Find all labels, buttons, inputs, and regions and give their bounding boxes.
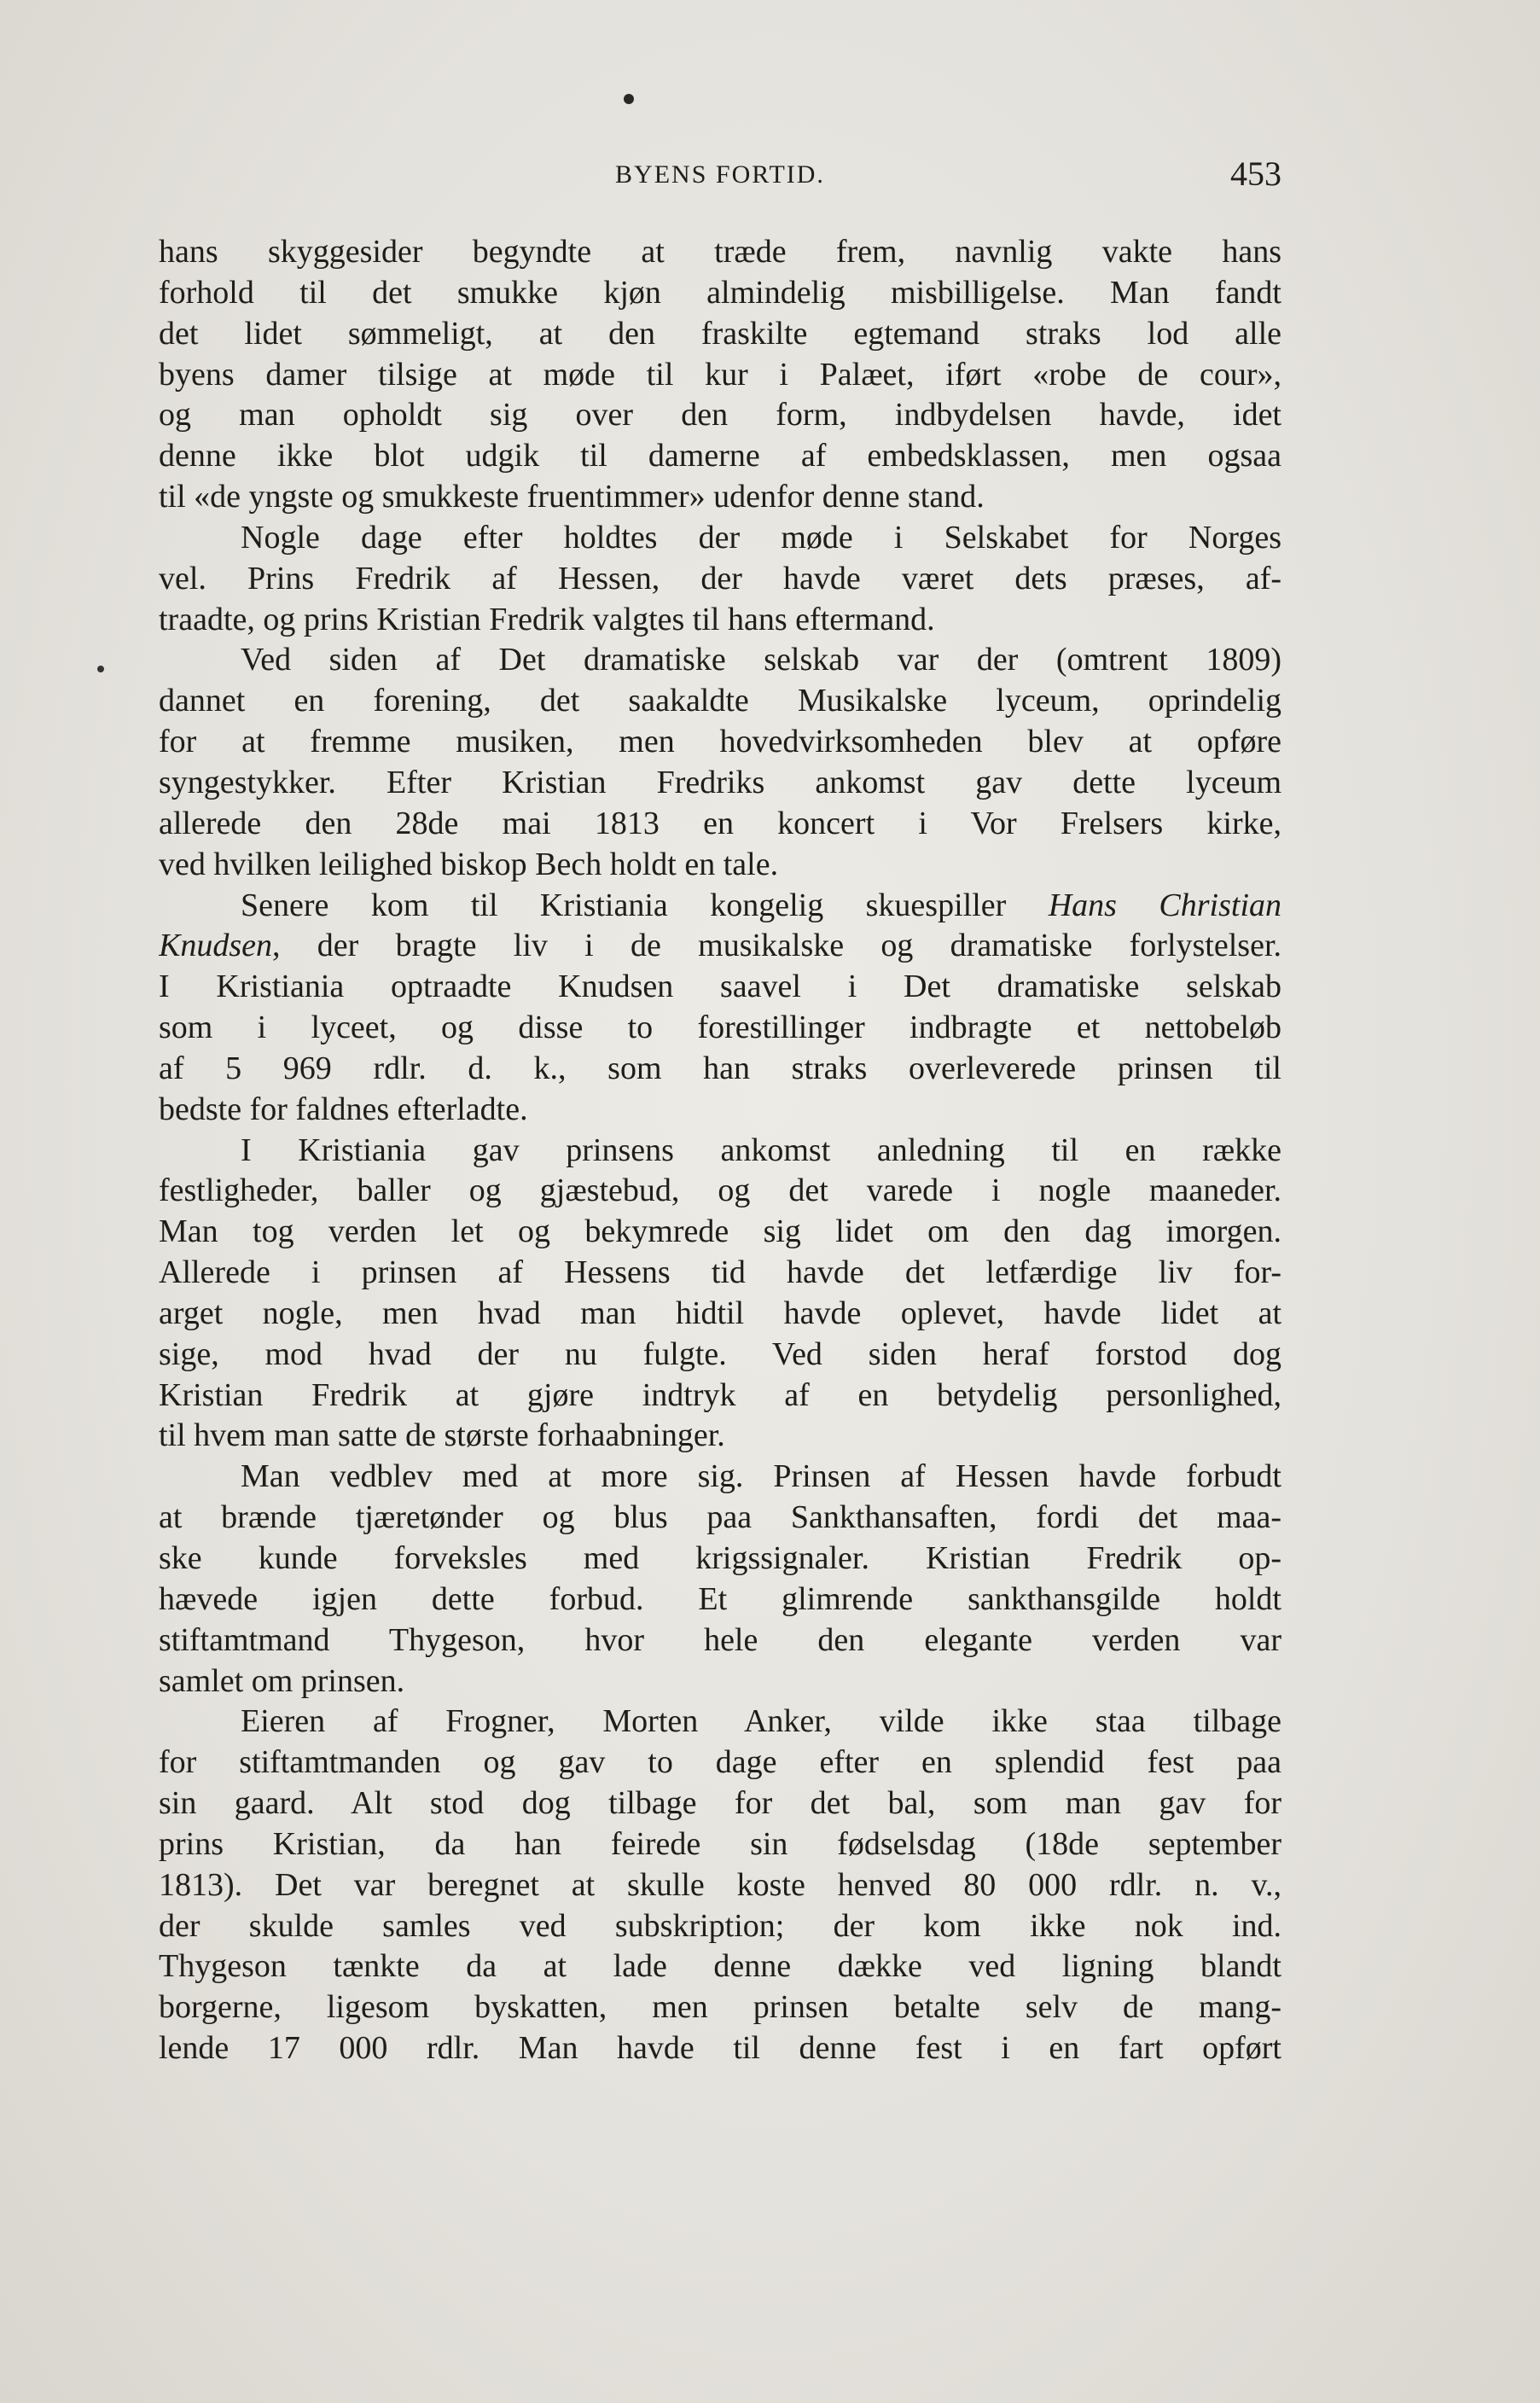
text-line: som i lyceet, og disse to forestillinger indbragte et nettobeløb — [159, 1009, 1281, 1046]
text-line: Thygeson tænkte da at lade denne dække ved ligning blandt — [159, 1948, 1281, 1985]
text-line: traadte, og prins Kristian Fredrik valgtes til hans eftermand. — [159, 601, 935, 637]
text-line: Senere kom til Kristiania kongelig skuespiller Hans Christian — [241, 887, 1281, 923]
text-line: Ved siden af Det dramatiske selskab var der (omtrent 1809) — [241, 642, 1281, 678]
italic-name: Knudsen — [159, 928, 272, 964]
text-line: Man tog verden let og bekymrede sig lidet om den dag imorgen. — [159, 1213, 1281, 1250]
text-line: ved hvilken leilighed biskop Bech holdt en tale. — [159, 846, 779, 882]
text-line: hævede igjen dette forbud. Et glimrende sankthansgilde holdt — [159, 1580, 1281, 1617]
text-line: hans skyggesider begyndte at træde frem, navnlig vakte hans — [159, 234, 1281, 270]
text-line: til «de yngste og smukkeste fruentimmer» udenfor denne stand. — [159, 479, 985, 515]
text-line: og man opholdt sig over den form, indbydelsen havde, idet — [159, 397, 1281, 433]
text-line: prins Kristian, da han feirede sin fødselsdag (18de september — [159, 1825, 1281, 1862]
text-line: at brænde tjæretønder og blus paa Sankthansaften, fordi det maa- — [159, 1499, 1281, 1536]
text-line: Kristian Fredrik at gjøre indtryk af en betydelig personlighed, — [159, 1376, 1281, 1413]
text-line: I Kristiania gav prinsens ankomst anledning til en række — [241, 1132, 1281, 1168]
running-head: BYENS FORTID. — [615, 160, 825, 189]
text-line: sin gaard. Alt stod dog tilbage for det bal, som man gav for — [159, 1785, 1281, 1822]
text-line: borgerne, ligesom byskatten, men prinsen betalte selv de mang- — [159, 1989, 1281, 2026]
text-line: Man vedblev med at more sig. Prinsen af Hessen havde forbudt — [241, 1458, 1281, 1495]
text-line: 1813). Det var beregnet at skulle koste henved 80 000 rdlr. n. v., — [159, 1866, 1281, 1903]
text-line: der skulde samles ved subskription; der kom ikke nok ind. — [159, 1907, 1281, 1944]
text-line: vel. Prins Fredrik af Hessen, der havde været dets præses, af- — [159, 560, 1281, 596]
margin-mark — [97, 666, 104, 672]
page-number: 453 — [1230, 154, 1281, 193]
italic-name: Hans Christian — [1048, 887, 1281, 923]
text-line: stiftamtmand Thygeson, hvor hele den elegante verden var — [159, 1621, 1281, 1658]
text-line: dannet en forening, det saakaldte Musikalske lyceum, oprindelig — [159, 683, 1281, 719]
text-line: arget nogle, men hvad man hidtil havde oplevet, havde lidet at — [159, 1295, 1281, 1331]
text-line: festligheder, baller og gjæstebud, og det varede i nogle maaneder. — [159, 1172, 1281, 1209]
text-line: Knudsen, der bragte liv i de musikalske og dramatiske forlystelser. — [159, 928, 1281, 964]
text-line: Allerede i prinsen af Hessens tid havde det letfærdige liv for- — [159, 1254, 1281, 1291]
text-line: samlet om prinsen. — [159, 1662, 405, 1699]
text-line: forhold til det smukke kjøn almindelig misbilligelse. Man fandt — [159, 274, 1281, 311]
text-line: ske kunde forveksles med krigssignaler. Kristian Fredrik op- — [159, 1540, 1281, 1576]
text-line: for at fremme musiken, men hovedvirksomheden blev at opføre — [159, 724, 1281, 760]
text-line: bedste for faldnes efterladte. — [159, 1091, 528, 1127]
text-line: byens damer tilsige at møde til kur i Palæet, iført «robe de cour», — [159, 356, 1281, 393]
text-line: til hvem man satte de største forhaabninger. — [159, 1417, 725, 1454]
text-line: syngestykker. Efter Kristian Fredriks ankomst gav dette lyceum — [159, 764, 1281, 800]
text-line: lende 17 000 rdlr. Man havde til denne fest i en fart opført — [159, 2030, 1281, 2067]
page-header — [159, 154, 1281, 205]
ink-speck — [624, 94, 634, 104]
text-line: af 5 969 rdlr. d. k., som han straks overleverede prinsen til — [159, 1050, 1281, 1086]
text-line: denne ikke blot udgik til damerne af embedsklassen, men ogsaa — [159, 438, 1281, 474]
text-line: Nogle dage efter holdtes der møde i Selskabet for Norges — [241, 519, 1281, 556]
text-line: Eieren af Frogner, Morten Anker, vilde ikke staa tilbage — [241, 1703, 1281, 1740]
text-line: sige, mod hvad der nu fulgte. Ved siden heraf forstod dog — [159, 1335, 1281, 1372]
body-text — [159, 232, 1281, 2069]
text-line: allerede den 28de mai 1813 en koncert i Vor Frelsers kirke, — [159, 805, 1281, 841]
text-line: det lidet sømmeligt, at den fraskilte egtemand straks lod alle — [159, 315, 1281, 352]
text-line: for stiftamtmanden og gav to dage efter en splendid fest paa — [159, 1744, 1281, 1781]
text-line: I Kristiania optraadte Knudsen saavel i Det dramatiske selskab — [159, 969, 1281, 1005]
